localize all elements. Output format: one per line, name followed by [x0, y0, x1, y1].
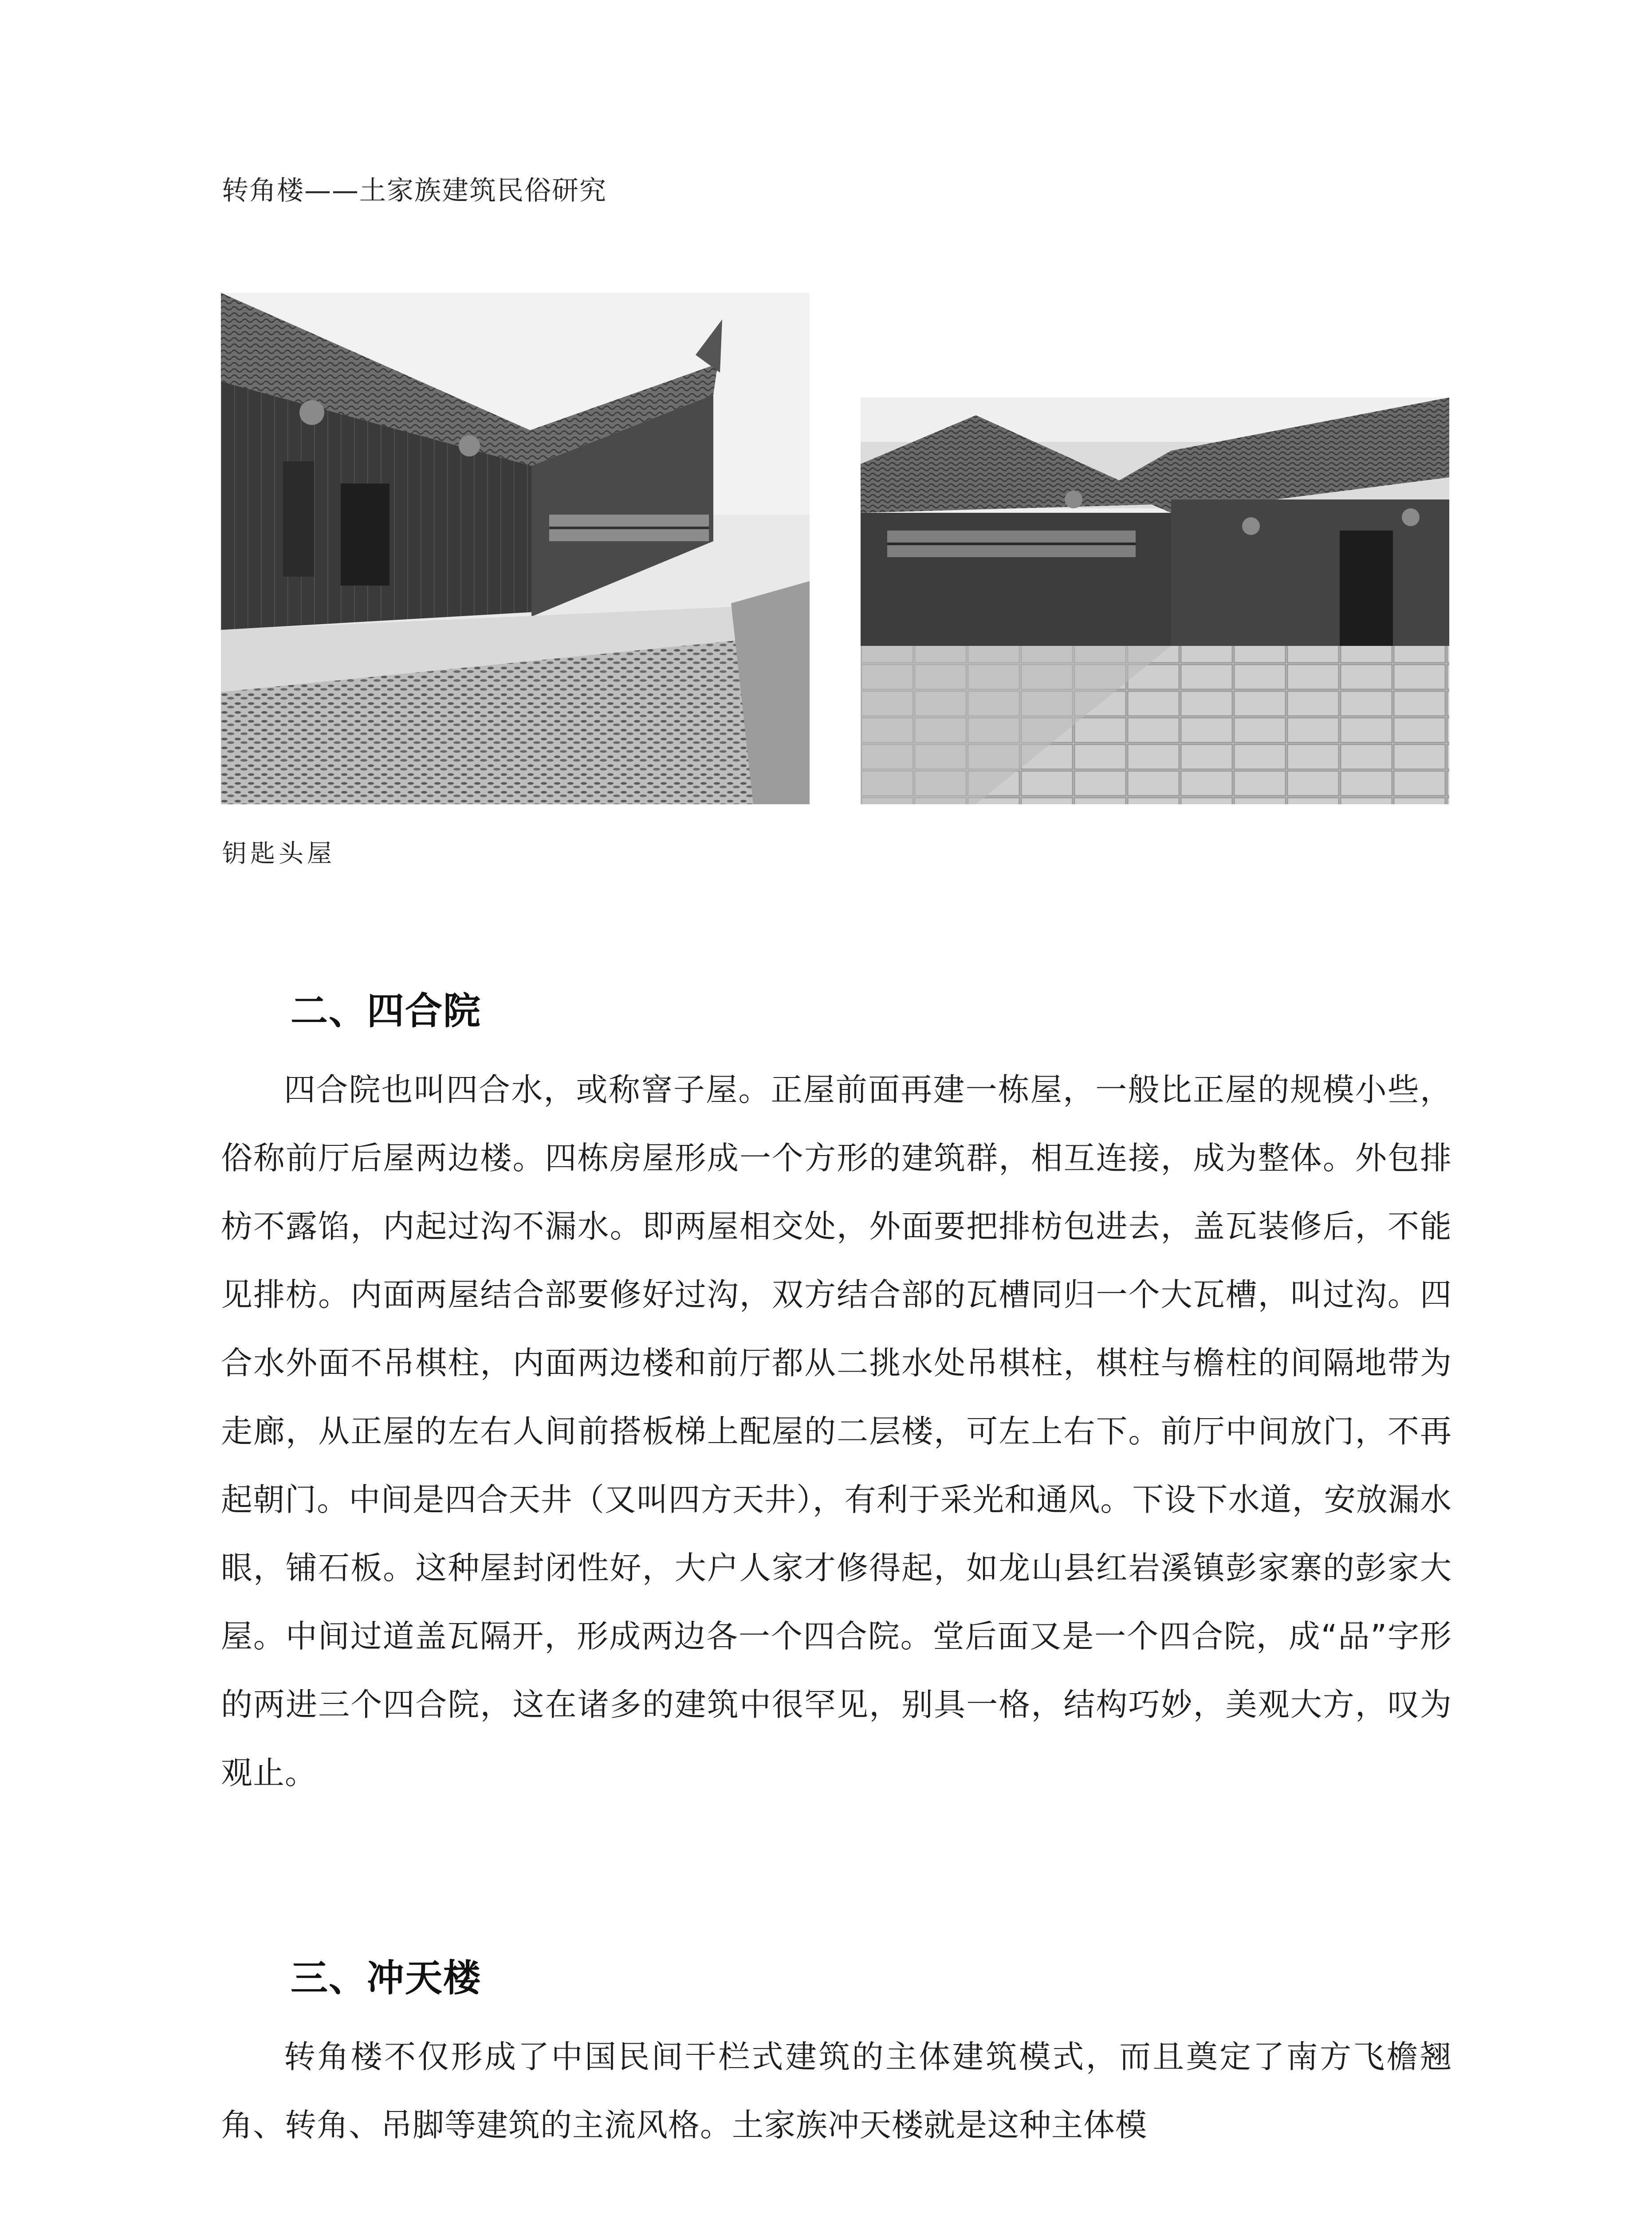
paragraph-siheyuan: 四合院也叫四合水，或称窨子屋。正屋前面再建一栋屋，一般比正屋的规模小些，俗称前厅后屋两边楼。四栋房屋形成一个方形的建筑群，相互连接，成为整体。外包排枋不露馅，内起过沟不漏水。即两屋相交处，外面要把排枋包进去，盖瓦装修后，不能见排枋。内面两屋结合部要修好过沟，双方结合部的瓦槽同归一个大瓦槽，叫过沟。四合水外面不吊棋柱，内面两边楼和前厅都从二挑水处吊棋柱，棋柱与檐柱的间隔地带为走廊，从正屋的左右人间前搭板梯上配屋的二层楼，可左上右下。前厅中间放门，不再起朝门。中间是四合天井（又叫四方天井），有利于采光和通风。下设下水道，安放漏水眼，铺石板。这种屋封闭性好，大户人家才修得起，如龙山县红岩溪镇彭家寨的彭家大屋。中间过道盖瓦隔开，形成两边各一个四合院。堂后面又是一个四合院，成“品”字形的两进三个四合院，这在诸多的建筑中很罕见，别具一格，结构巧妙，美观大方，叹为观止。	[221, 1071, 1452, 1791]
section-heading-chongtianlou: 三、冲天楼	[291, 1956, 482, 2000]
running-head: 转角楼——土家族建筑民俗研究	[222, 175, 607, 206]
figure-caption: 钥匙头屋	[222, 839, 335, 868]
section-heading-siheyuan: 二、四合院	[291, 989, 482, 1033]
key-head-house-photo-left	[221, 293, 810, 804]
paragraph-chongtianlou: 转角楼不仅形成了中国民间干栏式建筑的主体建筑模式，而且奠定了南方飞檐翘角、转角、吊脚等建筑的主流风格。土家族冲天楼就是这种主体模	[221, 2038, 1452, 2143]
key-head-house-photo-right	[861, 397, 1449, 804]
